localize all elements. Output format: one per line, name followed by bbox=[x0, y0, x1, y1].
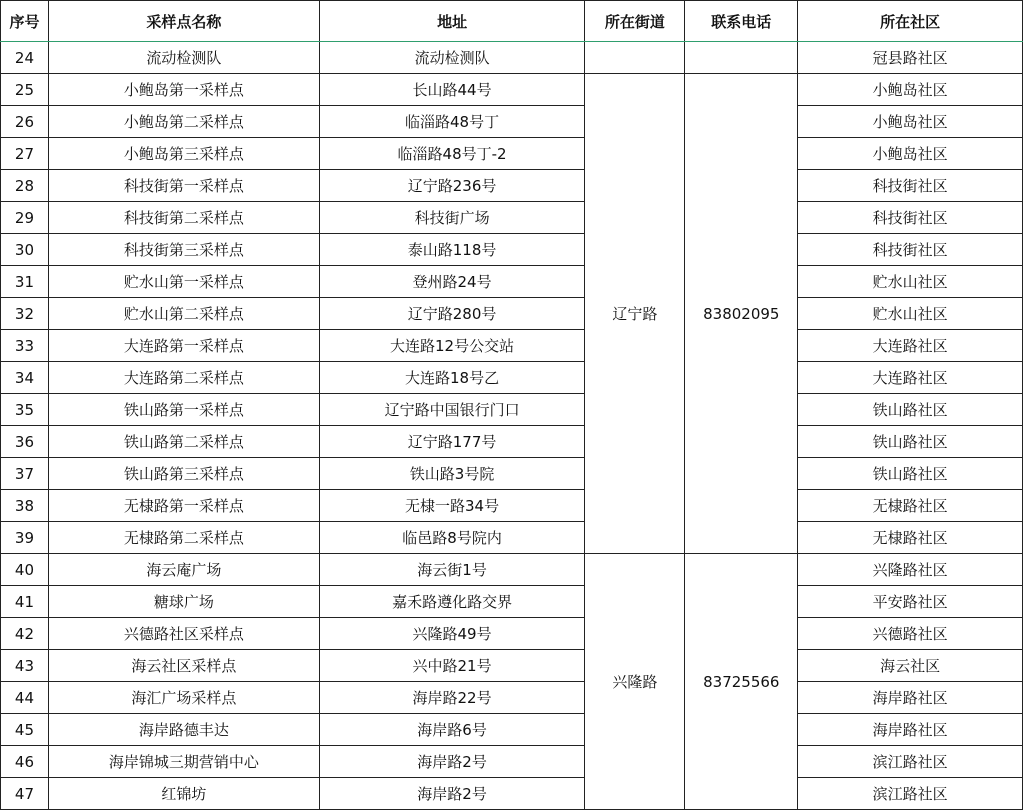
cell-no: 44 bbox=[1, 682, 49, 714]
table-row bbox=[1, 42, 1023, 74]
table-row bbox=[1, 490, 1023, 522]
cell-no: 32 bbox=[1, 298, 49, 330]
cell-no: 40 bbox=[1, 554, 49, 586]
cell-no: 35 bbox=[1, 394, 49, 426]
cell-name: 小鲍岛第一采样点 bbox=[48, 74, 319, 106]
cell-community: 滨江路社区 bbox=[798, 778, 1023, 810]
cell-no: 47 bbox=[1, 778, 49, 810]
cell-name: 铁山路第二采样点 bbox=[48, 426, 319, 458]
cell-address: 临淄路48号丁 bbox=[319, 106, 585, 138]
cell-community: 铁山路社区 bbox=[798, 394, 1023, 426]
cell-community: 兴德路社区 bbox=[798, 618, 1023, 650]
cell-community: 贮水山社区 bbox=[798, 298, 1023, 330]
cell-street-xinglong: 兴隆路 bbox=[585, 554, 685, 810]
cell-address: 兴隆路49号 bbox=[319, 618, 585, 650]
cell-name: 海汇广场采样点 bbox=[48, 682, 319, 714]
cell-name: 大连路第一采样点 bbox=[48, 330, 319, 362]
cell-address: 海岸路6号 bbox=[319, 714, 585, 746]
header-street: 所在街道 bbox=[585, 1, 685, 42]
cell-address: 流动检测队 bbox=[319, 42, 585, 74]
header-name: 采样点名称 bbox=[48, 1, 319, 42]
cell-address: 海岸路2号 bbox=[319, 778, 585, 810]
table-row bbox=[1, 682, 1023, 714]
cell-community: 海岸路社区 bbox=[798, 714, 1023, 746]
table-row bbox=[1, 266, 1023, 298]
cell-no: 28 bbox=[1, 170, 49, 202]
cell-community: 无棣路社区 bbox=[798, 522, 1023, 554]
cell-address: 辽宁路236号 bbox=[319, 170, 585, 202]
table-row bbox=[1, 170, 1023, 202]
table-row bbox=[1, 394, 1023, 426]
cell-name: 铁山路第一采样点 bbox=[48, 394, 319, 426]
cell-no: 39 bbox=[1, 522, 49, 554]
cell-name: 海云社区采样点 bbox=[48, 650, 319, 682]
table-row bbox=[1, 202, 1023, 234]
cell-no: 37 bbox=[1, 458, 49, 490]
cell-community: 平安路社区 bbox=[798, 586, 1023, 618]
cell-community: 铁山路社区 bbox=[798, 458, 1023, 490]
cell-address: 长山路44号 bbox=[319, 74, 585, 106]
cell-address: 海云街1号 bbox=[319, 554, 585, 586]
cell-no: 43 bbox=[1, 650, 49, 682]
table-row bbox=[1, 778, 1023, 810]
table-row bbox=[1, 106, 1023, 138]
table-row bbox=[1, 714, 1023, 746]
cell-community: 海云社区 bbox=[798, 650, 1023, 682]
cell-name: 无棣路第一采样点 bbox=[48, 490, 319, 522]
cell-name: 海云庵广场 bbox=[48, 554, 319, 586]
table-row bbox=[1, 138, 1023, 170]
cell-no: 31 bbox=[1, 266, 49, 298]
cell-no: 34 bbox=[1, 362, 49, 394]
table-row bbox=[1, 618, 1023, 650]
cell-no: 41 bbox=[1, 586, 49, 618]
cell-address: 辽宁路280号 bbox=[319, 298, 585, 330]
cell-name: 海岸路德丰达 bbox=[48, 714, 319, 746]
cell-no: 45 bbox=[1, 714, 49, 746]
cell-no: 24 bbox=[1, 42, 49, 74]
cell-address: 辽宁路中国银行门口 bbox=[319, 394, 585, 426]
table-header-row bbox=[1, 1, 1023, 42]
cell-address: 兴中路21号 bbox=[319, 650, 585, 682]
cell-no: 46 bbox=[1, 746, 49, 778]
cell-no: 42 bbox=[1, 618, 49, 650]
header-phone: 联系电话 bbox=[685, 1, 798, 42]
cell-community: 铁山路社区 bbox=[798, 426, 1023, 458]
cell-address: 嘉禾路遵化路交界 bbox=[319, 586, 585, 618]
cell-address: 海岸路2号 bbox=[319, 746, 585, 778]
cell-address: 临邑路8号院内 bbox=[319, 522, 585, 554]
cell-name: 小鲍岛第三采样点 bbox=[48, 138, 319, 170]
cell-name: 糖球广场 bbox=[48, 586, 319, 618]
cell-name: 无棣路第二采样点 bbox=[48, 522, 319, 554]
cell-name: 小鲍岛第二采样点 bbox=[48, 106, 319, 138]
cell-name: 红锦坊 bbox=[48, 778, 319, 810]
cell-community: 小鲍岛社区 bbox=[798, 74, 1023, 106]
cell-address: 铁山路3号院 bbox=[319, 458, 585, 490]
cell-community: 小鲍岛社区 bbox=[798, 138, 1023, 170]
cell-name: 贮水山第二采样点 bbox=[48, 298, 319, 330]
cell-no: 36 bbox=[1, 426, 49, 458]
cell-community: 贮水山社区 bbox=[798, 266, 1023, 298]
cell-community: 大连路社区 bbox=[798, 362, 1023, 394]
cell-community: 冠县路社区 bbox=[798, 42, 1023, 74]
table-row bbox=[1, 522, 1023, 554]
cell-address: 泰山路118号 bbox=[319, 234, 585, 266]
cell-name: 兴德路社区采样点 bbox=[48, 618, 319, 650]
table-row bbox=[1, 746, 1023, 778]
cell-name: 铁山路第三采样点 bbox=[48, 458, 319, 490]
cell-no: 26 bbox=[1, 106, 49, 138]
table-row bbox=[1, 586, 1023, 618]
cell-phone bbox=[685, 42, 798, 74]
cell-no: 25 bbox=[1, 74, 49, 106]
cell-name: 流动检测队 bbox=[48, 42, 319, 74]
table-row bbox=[1, 426, 1023, 458]
cell-address: 大连路18号乙 bbox=[319, 362, 585, 394]
cell-name: 科技街第二采样点 bbox=[48, 202, 319, 234]
cell-street bbox=[585, 42, 685, 74]
cell-no: 27 bbox=[1, 138, 49, 170]
cell-no: 30 bbox=[1, 234, 49, 266]
cell-no: 29 bbox=[1, 202, 49, 234]
cell-no: 33 bbox=[1, 330, 49, 362]
header-no: 序号 bbox=[1, 1, 49, 42]
cell-community: 兴隆路社区 bbox=[798, 554, 1023, 586]
cell-community: 科技街社区 bbox=[798, 202, 1023, 234]
cell-address: 辽宁路177号 bbox=[319, 426, 585, 458]
table-row bbox=[1, 458, 1023, 490]
cell-name: 贮水山第一采样点 bbox=[48, 266, 319, 298]
header-address: 地址 bbox=[319, 1, 585, 42]
cell-name: 科技街第三采样点 bbox=[48, 234, 319, 266]
cell-street-liaoning: 辽宁路 bbox=[585, 74, 685, 554]
table-row bbox=[1, 74, 1023, 106]
cell-name: 大连路第二采样点 bbox=[48, 362, 319, 394]
cell-address: 海岸路22号 bbox=[319, 682, 585, 714]
cell-name: 科技街第一采样点 bbox=[48, 170, 319, 202]
table-row bbox=[1, 330, 1023, 362]
cell-address: 科技街广场 bbox=[319, 202, 585, 234]
cell-address: 无棣一路34号 bbox=[319, 490, 585, 522]
cell-community: 滨江路社区 bbox=[798, 746, 1023, 778]
cell-community: 科技街社区 bbox=[798, 234, 1023, 266]
cell-address: 登州路24号 bbox=[319, 266, 585, 298]
table-row bbox=[1, 298, 1023, 330]
cell-community: 大连路社区 bbox=[798, 330, 1023, 362]
cell-community: 小鲍岛社区 bbox=[798, 106, 1023, 138]
table-row bbox=[1, 554, 1023, 586]
cell-address: 大连路12号公交站 bbox=[319, 330, 585, 362]
cell-phone-xinglong: 83725566 bbox=[685, 554, 798, 810]
cell-no: 38 bbox=[1, 490, 49, 522]
cell-community: 海岸路社区 bbox=[798, 682, 1023, 714]
cell-phone-liaoning: 83802095 bbox=[685, 74, 798, 554]
table-row bbox=[1, 362, 1023, 394]
table-row bbox=[1, 234, 1023, 266]
cell-address: 临淄路48号丁-2 bbox=[319, 138, 585, 170]
cell-name: 海岸锦城三期营销中心 bbox=[48, 746, 319, 778]
cell-community: 科技街社区 bbox=[798, 170, 1023, 202]
header-community: 所在社区 bbox=[798, 1, 1023, 42]
cell-community: 无棣路社区 bbox=[798, 490, 1023, 522]
table-row bbox=[1, 650, 1023, 682]
